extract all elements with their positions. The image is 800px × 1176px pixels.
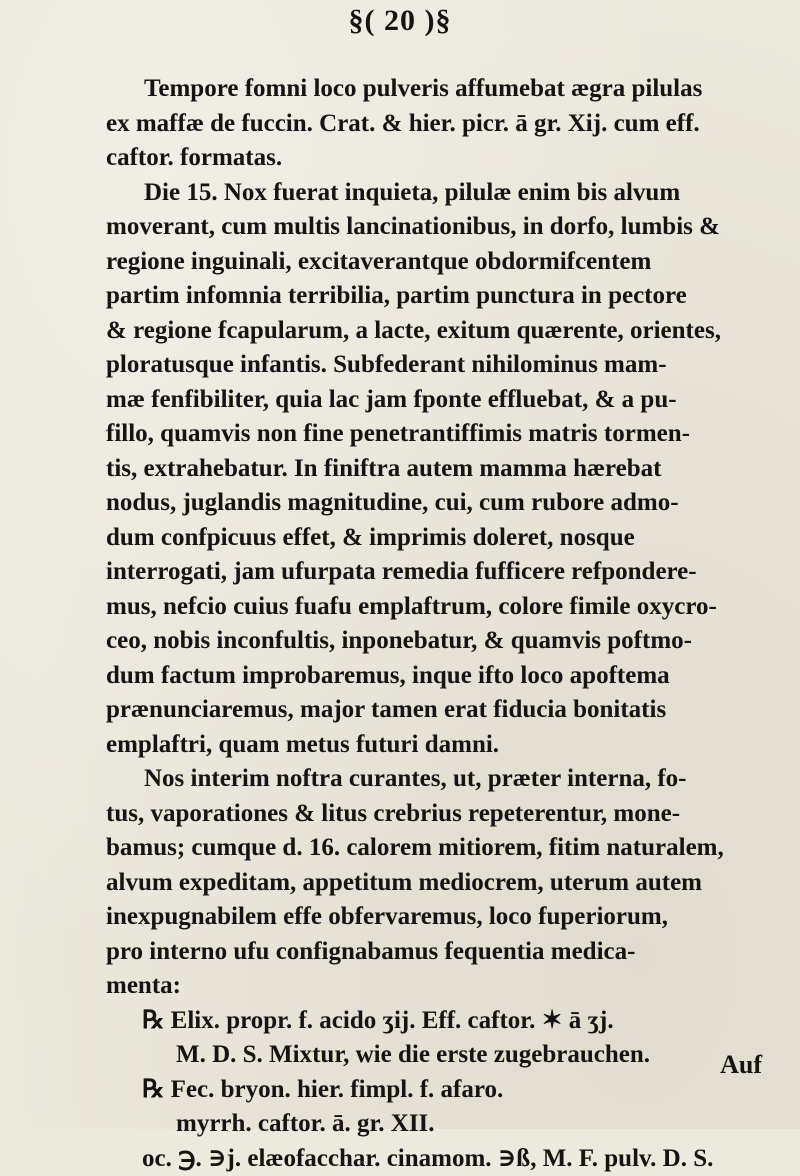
text-line: interrogati, jam ufurpata remedia fufficere refpondere- bbox=[106, 555, 792, 590]
text-line: moverant, cum multis lancinationibus, in dorfo, lumbis & bbox=[106, 210, 792, 245]
text-line: emplaftri, quam metus futuri damni. bbox=[106, 728, 792, 763]
text-line: mus, nefcio cuius fuafu emplaftrum, colore fimile oxycro- bbox=[106, 590, 792, 625]
text-line: & regione fcapularum, a lacte, exitum quærente, orientes, bbox=[106, 314, 792, 349]
catchword: Auf bbox=[720, 1050, 762, 1080]
text-line: ex maffæ de fuccin. Crat. & hier. picr. ā gr. Xij. cum eff. bbox=[106, 107, 792, 142]
text-line: regione inguinali, excitaverantque obdormifcentem bbox=[106, 245, 792, 280]
prescription-line: M. D. S. Mixtur, wie die erste zugebrauchen. bbox=[106, 1038, 792, 1073]
text-line: fillo, quamvis non fine penetrantiffimis matris tormen- bbox=[106, 417, 792, 452]
page-number-header: §( 20 )§ bbox=[0, 4, 800, 38]
text-line: ceo, nobis inconfultis, inponebatur, & quamvis poftmo- bbox=[106, 624, 792, 659]
paragraph-2 bbox=[106, 176, 792, 763]
text-line: alvum expeditam, appetitum mediocrem, uterum autem bbox=[106, 866, 792, 901]
text-line: partim infomnia terribilia, partim punctura in pectore bbox=[106, 279, 792, 314]
text-line: dum factum improbaremus, inque ifto loco apoftema bbox=[106, 659, 792, 694]
text-line: dum confpicuus effet, & imprimis doleret, nosque bbox=[106, 521, 792, 556]
prescription-line: ℞ Elix. propr. f. acido ʒij. Eff. caftor. ✶ ā ʒj. bbox=[106, 1004, 792, 1039]
text-line: prænunciaremus, major tamen erat fiducia bonitatis bbox=[106, 693, 792, 728]
text-line: Nos interim noftra curantes, ut, præter interna, fo- bbox=[106, 762, 792, 797]
text-line: caftor. formatas. bbox=[106, 141, 792, 176]
text-line: inexpugnabilem effe obfervaremus, loco fuperiorum, bbox=[106, 900, 792, 935]
text-line: bamus; cumque d. 16. calorem mitiorem, fitim naturalem, bbox=[106, 831, 792, 866]
text-line: pro interno ufu confignabamus fequentia medica- bbox=[106, 935, 792, 970]
paragraph-1 bbox=[106, 72, 792, 176]
body-text bbox=[106, 72, 792, 1176]
prescription bbox=[106, 1004, 792, 1176]
prescription-line: ℞ Fec. bryon. hier. fimpl. f. afaro. bbox=[106, 1073, 792, 1108]
prescription-line: oc. ℈. ∋j. elæofacchar. cinamom. ∋ß, M. F. pulv. D. S. bbox=[106, 1142, 792, 1176]
text-line: nodus, juglandis magnitudine, cui, cum rubore admo- bbox=[106, 486, 792, 521]
text-line: Die 15. Nox fuerat inquieta, pilulæ enim bis alvum bbox=[106, 176, 792, 211]
paragraph-3 bbox=[106, 762, 792, 1004]
text-line: tus, vaporationes & litus crebrius repeterentur, mone- bbox=[106, 797, 792, 832]
text-line: ploratusque infantis. Subfederant nihilominus mam- bbox=[106, 348, 792, 383]
prescription-line: myrrh. caftor. ā. gr. XII. bbox=[106, 1107, 792, 1142]
text-line: Tempore fomni loco pulveris affumebat ægra pilulas bbox=[106, 72, 792, 107]
text-line: menta: bbox=[106, 969, 792, 1004]
text-line: tis, extrahebatur. In finiftra autem mamma hærebat bbox=[106, 452, 792, 487]
text-line: mæ fenfibiliter, quia lac jam fponte effluebat, & a pu- bbox=[106, 383, 792, 418]
